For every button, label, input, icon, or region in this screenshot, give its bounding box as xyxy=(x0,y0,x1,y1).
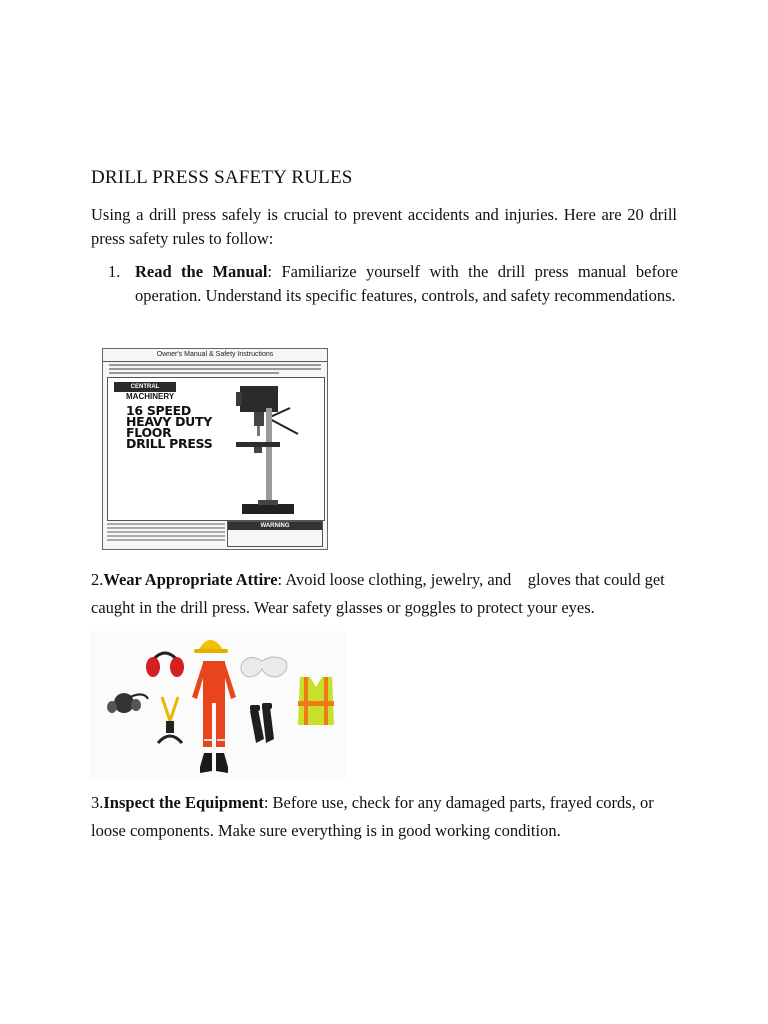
page-title: DRILL PRESS SAFETY RULES xyxy=(91,167,353,188)
manual-brand: MACHINERY xyxy=(126,392,175,401)
safety-vest-icon xyxy=(298,677,334,725)
respirator-icon xyxy=(107,693,148,713)
coverall-icon xyxy=(192,661,236,747)
rule-2 xyxy=(91,566,679,622)
rule-1-number: 1. xyxy=(108,262,121,281)
manual-cover-frame xyxy=(107,377,325,521)
rule-2-heading: Wear Appropriate Attire xyxy=(103,570,278,589)
rule-1-body xyxy=(135,260,678,308)
intro-paragraph: Using a drill press safely is crucial to prevent accidents and injuries. Here are 20 drill press safety rules to follow: xyxy=(91,205,677,248)
rule-1-text: : Familiarize yourself with the drill press manual before operation. Understand its specific features, controls, and safety recommendations. xyxy=(135,262,679,305)
rule-2-number: 2. xyxy=(91,570,104,589)
gloves-icon xyxy=(250,703,274,743)
rule-3-text: : Before use, check for any damaged parts, frayed cords, or loose components. Make sure everything is in good working condition. xyxy=(91,793,654,840)
rule-2-text: : Avoid loose clothing, jewelry, and gloves that could get caught in the drill press. Wear safety glasses or goggles to protect your eyes. xyxy=(91,570,669,617)
rule-1 xyxy=(108,260,678,308)
warning-label: WARNING xyxy=(228,522,322,530)
manual-product-title: 16 SPEED HEAVY DUTY FLOOR DRILL PRESS xyxy=(126,403,213,451)
earmuffs-icon xyxy=(146,653,184,677)
manual-footer xyxy=(107,521,323,547)
owners-manual-image xyxy=(102,348,328,550)
drill-press-illustration xyxy=(108,378,324,520)
boots-icon xyxy=(200,753,228,773)
manual-header: Owner's Manual & Safety Instructions xyxy=(103,349,327,362)
hard-hat-icon xyxy=(194,640,228,653)
rule-3-heading: Inspect the Equipment xyxy=(103,793,264,812)
rule-3 xyxy=(91,789,679,845)
rule-1-heading: Read the Manual xyxy=(135,262,268,281)
ppe-equipment-image xyxy=(90,631,346,781)
manual-warning-box xyxy=(227,521,323,547)
rule-3-number: 3. xyxy=(91,793,104,812)
safety-harness-icon xyxy=(158,697,182,743)
safety-glasses-icon xyxy=(241,657,287,677)
manual-logo: CENTRAL xyxy=(114,382,176,392)
